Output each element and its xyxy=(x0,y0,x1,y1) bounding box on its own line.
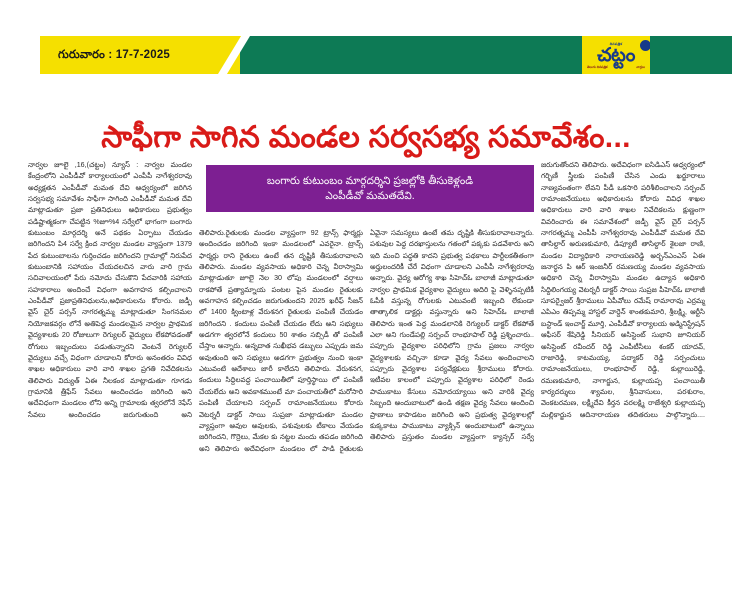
column-4-text: జరుగుతోందని తెలిపారు. అదేవిధంగా ఐసిడిఎస్ ఆధ్వర్యంలో గర్భిణీ స్త్రీలకు పంపిణీ చేసిన ఎండు ఖర్జూరాలు నాణ్యవంతంగా లేవని పీడీ ఒకసారి పరిశీలించాలని సర్పంచ్ రామాంజనేయులు అధికారులను కోరారు వివిధ శాఖల అధికారులు వారి వారి శాఖల నివేదికలను క్షుణ్ణంగా వివరించారు ఈ సమావేశంలో జడ్పీ వైస్ చైర్ పర్సన్ నాగరత్నమ్మ ఎంపీపీ నాగేశ్వరరావు ఎంపీడీవో మమత దేవి తాసిల్దార్ అరుణకుమారి, డిప్యూటీ తాసిల్దార్ శైలజా రాణి, మండల విద్యాధికారి నారాయణరెడ్డి అర్బన్ఎంఎస్ ఏఈ జనార్ధన పి ఆర్ ఇంజనీర్ రమణయ్య మండల వ్యవసాయ అధికారి చెన్న వీరాస్వామి మండల ఉద్యాన అధికారి సిద్దిలింగయ్య వెటర్నరీ డాక్టర్ సాయి సుప్రజ పీహెచ్ఓ బాలాజీ సూపర్వైజర్ శ్రీరాములు ఏపీవోలు రమేష్ రామారావు ఎర్రమ్మ ఎపిఎం తిప్పమ్మ హాస్టల్ వార్డెన్ శాంతకుమారి, శ్రీలక్ష్మి, ఆర్టీసి బస్టాండ్ ఇంచార్జ్ మూర్తి, ఎంపీడీవో కార్యాలయ అడ్మినిస్ట్రేషన్ ఆఫీసర్ శేషిరెడ్డి సీనియర్ అసిస్టెంట్ సుభాని జూనియర్ అసిస్టెంట్ రవీందర్ రెడ్డి ఎంపీటీసీలు శంకర్ యాదవ్, రాజారెడ్డి, కాటమయ్య, పద్మాకర్ రెడ్డి సర్పంచులు రామాంజనేయులు, రాంభూపాల్ రెడ్డి, కుల్లాయిరెడ్డి, రమణకుమారి, నాగార్జున, కుల్లాయప్ప పంచాయితీ కార్యదర్శులు శ్యామల, శ్రీనివాసులు, పరశురాం, వెంకటరమణ, లక్ష్మీదేవి కీర్తన వరలక్ష్మి రాజేశ్వరి కుల్లాయప్ప మల్లికార్జున ఆదినారాయణ తదితరులు పాల్గొన్నారు.... xyxy=(541,161,705,419)
article-column-4 xyxy=(541,160,705,592)
logo-emblem-icon xyxy=(639,39,650,52)
masthead-banner xyxy=(40,36,732,74)
callout-line-1: బంగారు కుటుంబం మార్గదర్శిని ప్రజల్లోకి తీసుకెళ్లండి xyxy=(266,174,474,187)
logo-tagline-top: దినపత్రిక xyxy=(609,41,623,46)
article-column-2 xyxy=(199,160,363,592)
article-body xyxy=(28,160,708,592)
article-column-1 xyxy=(28,160,192,592)
callout-line-2: ఎంపీడీవో మమతదేవి. xyxy=(325,189,415,202)
column-3-text: ఏవైనా సమస్యలు ఉంటే తమ దృష్టికి తీసుకురావాలన్నారు. పశువుల పెద్ద దరఖాస్తులను గతంలో పక్కకు పడవేశారు అని ఇది మంచి పద్ధతి కాదని ప్రభుత్వ పథకాలు పార్టీలకతీతంగా అర్హులందరికీ చేరే విధంగా చూడాలని ఎంపీపీ నాగేశ్వరరావు అన్నారు. వైద్య ఆరోగ్య శాఖ సిహెచ్ఓ బాలాజీ మాట్లాడుతూ నార్వల ప్రాథమిక వైద్యశాల వైద్యులు అదిరి పై వెళ్ళినప్పటికీ ఓపీకి వస్తున్న రోగులకు ఎటువంటి ఇబ్బంది లేకుండా తాత్కాలిక డాక్టర్లు వస్తున్నారు అని సిహెచ్ఓ బాలాజీ తెలిపారు ఇంత పెద్ద మండలానికి రెగ్యులర్ డాక్టర్ లేకపోతే ఎలా అని గుండేపల్లి సర్పంచ్ రాంభూపాల్ రెడ్డి ప్రశ్నించారు.. పప్పూరు వైద్యశాల పరిధిలోని గ్రామ ప్రజలు నార్వల వైద్యశాలకు వచ్చినా కూడా వైద్య సేవలు అందించాలని పప్పూరు వైద్యశాల పర్యవేక్షకులు శ్రీరాములు కోరారు. ఇటీవల కాలంలో పప్పూరు వైద్యశాల పరిధిలో రెండు పాముకాటు కేసులు నమోదయ్యాయి అని వారికి వైద్య సిబ్బంది అందుబాటులో ఉండి తక్షణ వైద్య సేవలు అందించి ప్రాణాలు కాపాడటం జరిగింది అని ప్రభుత్వ వైద్యశాలల్లో కుక్కకాటు పాముకాటు వ్యాక్సిన్ అందుబాటులో ఉన్నాయి తెలిపారు ప్రస్తుతం మండల వ్యాప్తంగా క్యాన్సర్ సర్వే xyxy=(370,229,534,442)
publication-date: గురువారం : 17-7-2025 xyxy=(58,49,171,61)
article-column-3 xyxy=(370,160,534,592)
newspaper-logo xyxy=(582,36,650,74)
column-2-text: తెలిపారు.రైతులకు మండల వ్యాప్తంగా 92 ట్రాన్స్ ఫార్మర్లు అందించడం జరిగింది ఇంకా మండలంలో ఎవరైనా. ట్రాన్స్ ఫార్మర్లు రాని రైతులు ఉంటే తన దృష్టికి తీసుకురావాలని తెలిపారు. మండల వ్యవసాయ అధికారి చెన్న వీరాస్వామి మాట్లాడుతూ జూలై నెల 30 లోపు మండలంలో వర్షాలు రాకపోతే ప్రత్యామ్నాయ పంటల పైన మండల రైతులకు అవగాహన కల్పించడం జరుగుతుందని 2025 ఖరీఫ్ సీజన్ లో 1400 క్వింటాళ్ల వేరుశనగ రైతులకు పంపిణీ చేయడం జరిగిందని . కందులు పంపిణీ చేయడం లేదు అని సభ్యులు అడగగా త్వరలోనే కందులు 50 శాతం సబ్సిడీ తో పంపిణీ చేస్తాం అన్నారు. అన్నదాత సుఖీభవ డబ్బులు ఎప్పుడు జమ అవుతుంది అని సభ్యులు అడగగా ప్రభుత్వం నుంచి ఇంకా ఎటువంటి ఆదేశాలు జారీ కాలేదని తెలిపారు. వేరుశనగ, కందులు సిద్దిలవద్ద పంచాయితీలో పూర్తిస్థాయి లో పంపిణీ చేయలేదు అని అవకాశముంటే మా పంచాయతీలో మరోసారి పంపిణీ చేయాలని సర్పంచ్ రామాంజనేయులు కోరారు వెటర్నరీ డాక్టర్ సాయి సుప్రజా మాట్లాడుతూ మండల వ్యాప్తంగా ఆవుల అవులకు, పశువులకు టీకాలు వేయడం జరిగిందని, గొర్రెలు, మేకల కు నట్టల మందు తపడం జరిగింది అని తెలిపారు అదేవిధంగా మండలం లో పాడి రైతులకు xyxy=(199,229,363,453)
pull-quote-callout xyxy=(206,165,534,212)
logo-sub-left: తెలుగు దినపత్రిక xyxy=(587,64,608,69)
logo-sub-right: వార్తలు xyxy=(636,64,645,69)
article-headline: సాఫీగా సాగిన మండల సర్వసభ్య సమావేశం... xyxy=(101,121,631,155)
callout-text-block xyxy=(259,174,481,204)
logo-wordmark: చట్టం xyxy=(597,44,635,66)
column-1-text: నార్వల జూలై ,16,(చట్టం) న్యూస్ : నార్వల మండల కేంద్రంలోని ఎంపీడీవో కార్యాలయంలో ఎంపీపీ నాగేశ్వరరావు అధ్యక్షతన ఎంపీడీవో మమత దేవి ఆధ్వర్యంలో జరిగిన సర్వసభ్య సమావేశం సాఫీగా సాగింది ఎంపీడీవో మమత దేవి మాట్లాడుతూ ప్రజా ప్రతినిధులు అధికారులు ప్రభుత్వం పడిష్టాత్మకంగా చేపట్టిన %జూ%4 సర్వేలో భాగంగా బంగారు కుటుంబం మార్గదర్శి అనే పథకం ఏర్పాటు చేయడం జరిగిందని పి4 సర్వే క్రింద నార్వల మండల వ్యాప్తంగా 1379 పేద కుటుంబాలను గుర్తించడం జరిగిందని గ్రామాల్లో నిరుపేద కుటుంబానికి సహాయం చేయదలచిన వారు వారి గ్రామ సచివాలయంలో పేరు నమోదు చేసుకొని పేదవారికి సహాయ సహకారాలు అందించే విధంగా అవగాహన కల్పించాలని ఎంపీడీవో ప్రజాప్రతినిధులను,అధికారులను కోరారు. జడ్పీ వైస్ చైర్ పర్సన్ నాగరత్నమ్మ మాట్లాడుతూ సింగనమల నియోజకవర్గం లోనే అతిపెద్ద మండలమైన నార్వల ప్రాథమిక వైద్యశాలకు 20 రోజులుగా రెగ్యులర్ వైద్యులు లేకపోవడంతో రోగులు ఇబ్బందులు పడుతున్నారని వెంటనే రెగ్యులర్ వైద్యులు వచ్చే విధంగా చూడాలని కోరారు అనంతరం వివిధ శాఖల అధికారులు వారి వారి శాఖల ప్రగతి నివేదికలను తెలిపారు విద్యుత్ ఏఈ నీలకంఠ మాట్లాడుతూ గూగడు గ్రామానికి త్రీఫేస్ సేవలు అందించడం జరిగింది అని అదేవిధంగా మండలం లోని అన్ని గ్రామాలకు త్వరలోనే 3ఫేస్ సేవలు అందించడం జరుగుతుంది అని xyxy=(28,161,192,419)
